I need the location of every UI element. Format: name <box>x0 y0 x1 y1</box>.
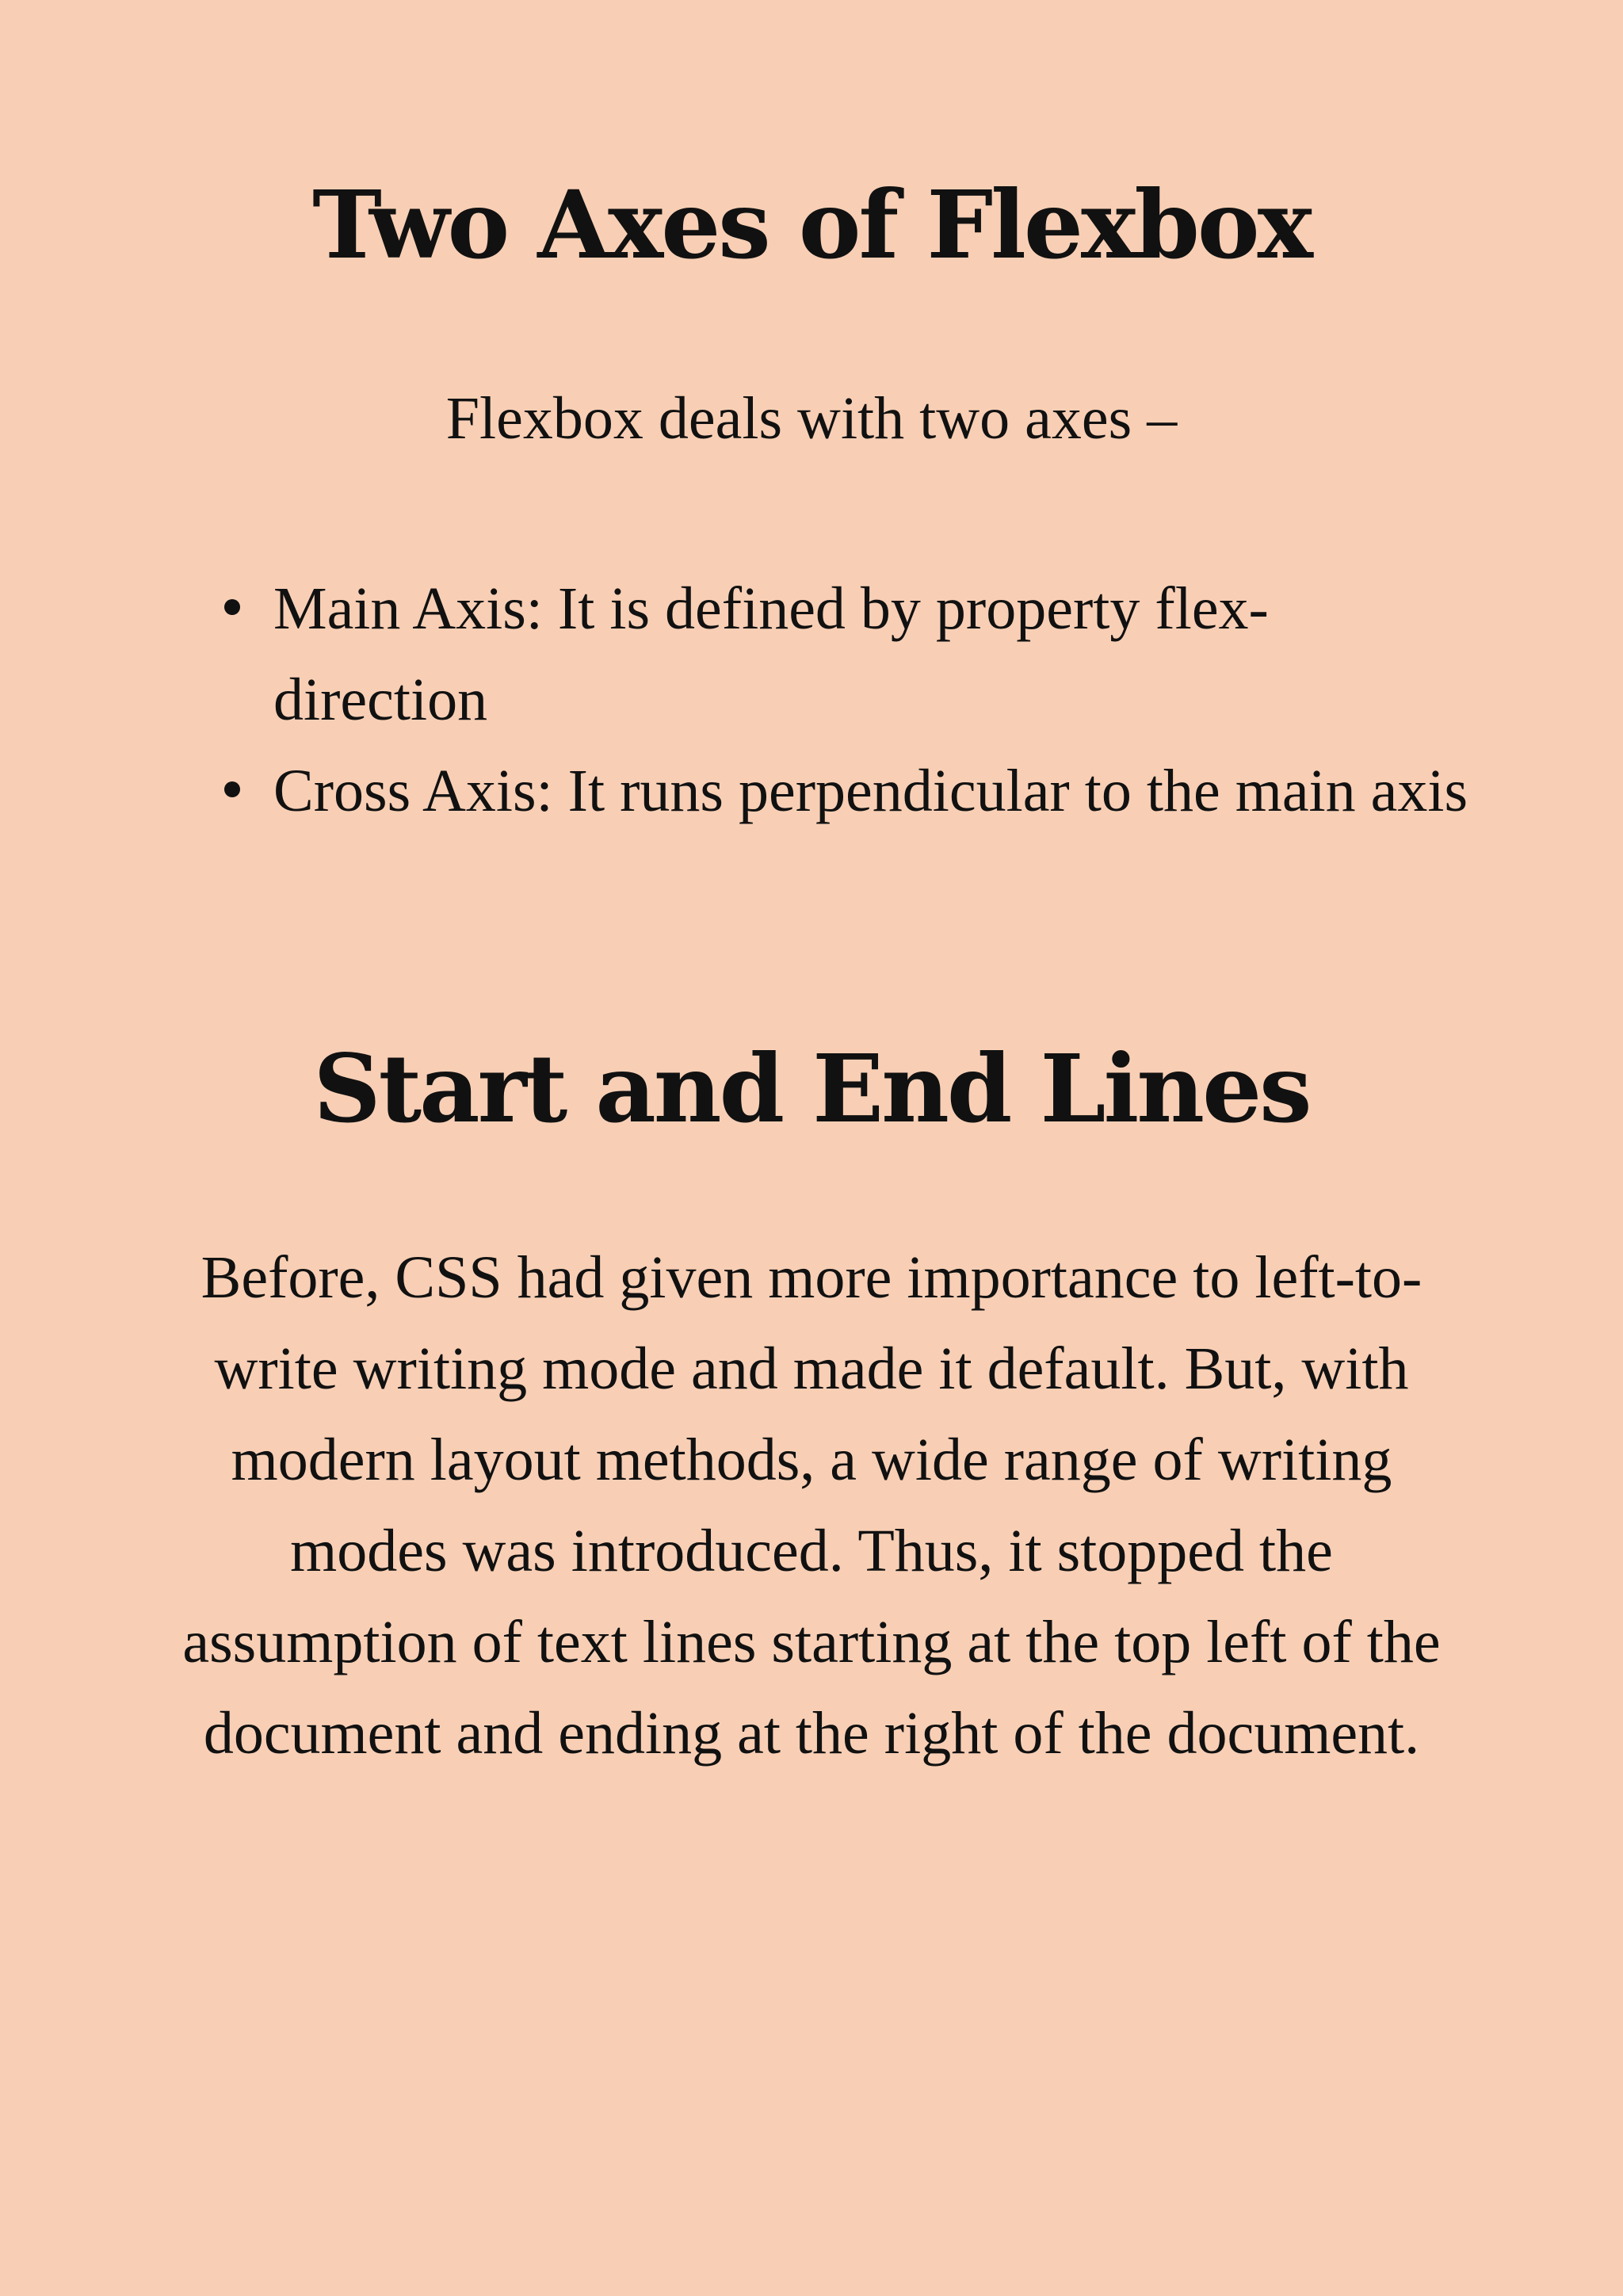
start-end-lines-paragraph: Before, CSS had given more importance to left-to-write writing mode and made it default. But, with modern layout methods, a wide range of writing modes was introduced. Thus, it stopped the assumption of text lines starting at the top left of the document and ending at the right of the document. <box>182 1244 1441 1767</box>
cross-axis-text: Cross Axis: It runs perpendicular to the main axis <box>273 758 1468 824</box>
bullet-icon <box>224 599 240 615</box>
intro-text: Flexbox deals with two axes – <box>445 385 1178 452</box>
list-item-cross-axis <box>273 746 1478 837</box>
section-title-two-axes: Two Axes of Flexbox <box>312 170 1311 280</box>
list-item-main-axis <box>273 563 1478 746</box>
axes-bullet-list <box>273 563 1478 837</box>
bullet-icon <box>224 781 240 797</box>
main-axis-text: Main Axis: It is defined by property flex-direction <box>273 575 1269 733</box>
section-title-start-end-lines: Start and End Lines <box>313 1033 1310 1144</box>
